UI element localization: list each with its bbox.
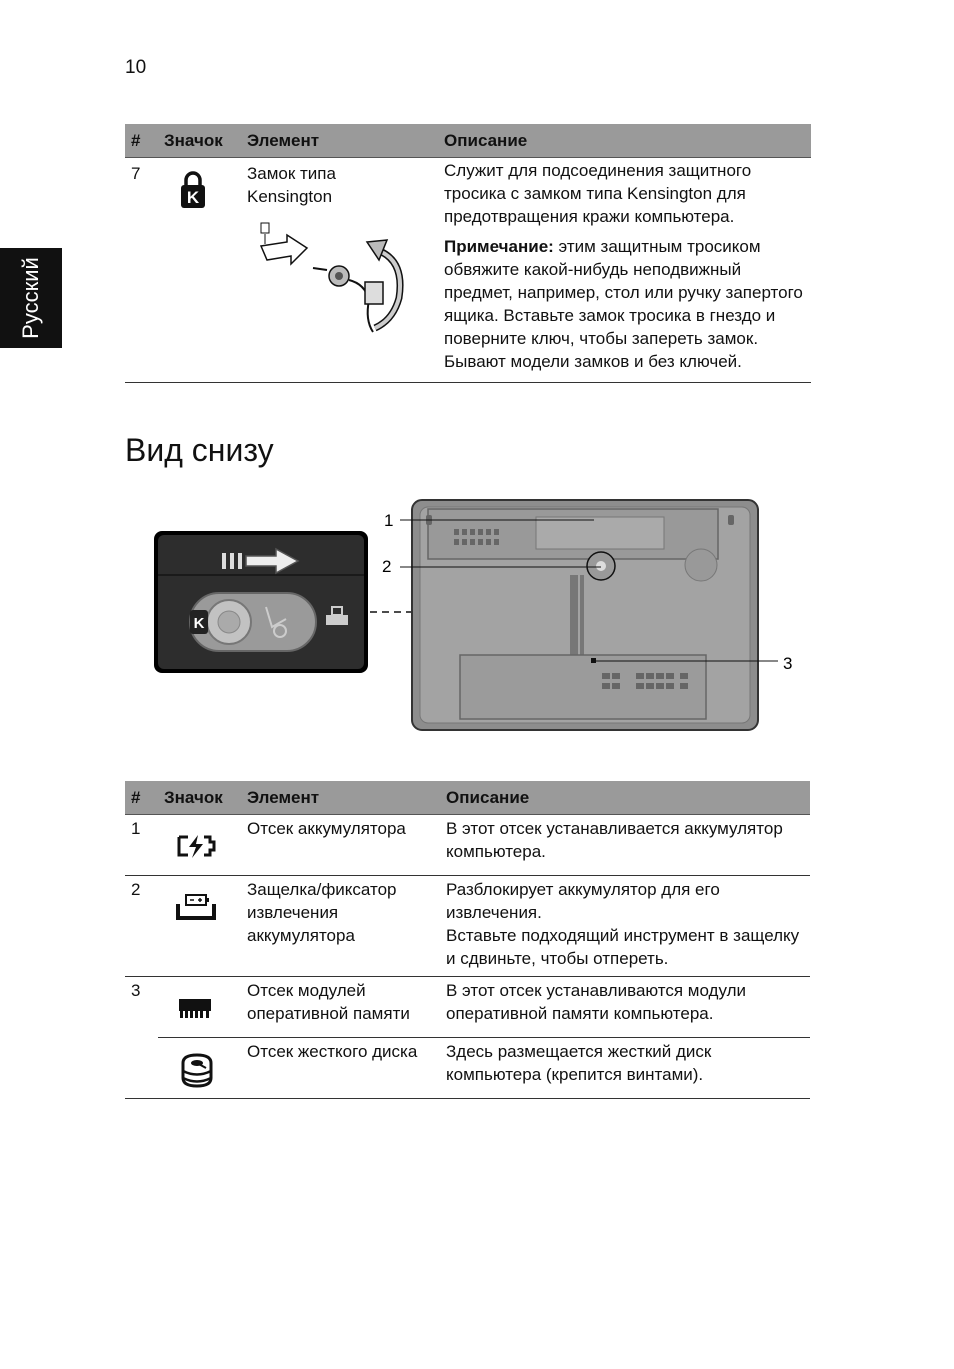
callout-3: 3 <box>783 654 793 673</box>
row-element: Отсек аккумулятора <box>241 815 440 876</box>
header-element: Элемент <box>241 124 438 158</box>
row-num: 1 <box>125 815 158 876</box>
row-description: Разблокирует аккумулятор для его извлечения. <box>446 880 720 922</box>
memory-icon <box>178 997 212 1021</box>
table-row <box>125 977 810 1038</box>
callout-1: 1 <box>384 511 394 530</box>
row-description: Служит для подсоединения защитного тросика с замком типа Kensington для предотвращения кражи компьютера. <box>444 161 752 226</box>
kensington-lock-icon <box>178 170 208 210</box>
row-note <box>444 235 807 373</box>
header-num: # <box>125 781 158 815</box>
row-num <box>125 1038 158 1099</box>
header-icon: Значок <box>158 781 241 815</box>
row-description: Здесь размещается жесткий диск компьютера (крепится винтами). <box>440 1038 810 1099</box>
row-element: Замок типа Kensington <box>247 164 336 206</box>
row-element: Отсек жесткого диска <box>241 1038 440 1099</box>
row-element: Защелка/фиксатор извлечения аккумулятора <box>241 876 440 977</box>
note-text: этим защитным тросиком обвяжите какой-нибудь неподвижный предмет, например, стол или ручку запертого ящика. Вставьте замок тросика в гнездо и поверните ключ, чтобы запереть замок. Бывают модели замков и без ключей. <box>444 237 803 371</box>
header-num: # <box>125 124 158 158</box>
row-element: Отсек модулей оперативной памяти <box>241 977 440 1038</box>
row-num: 3 <box>131 981 141 1000</box>
kensington-table <box>125 124 811 383</box>
page-number: 10 <box>125 57 147 78</box>
section-title: Вид снизу <box>125 432 274 468</box>
table-row <box>125 876 810 977</box>
header-description: Описание <box>440 781 810 815</box>
table-row <box>125 1038 810 1099</box>
row-description: В этот отсек устанавливается аккумулятор компьютера. <box>440 815 810 876</box>
side-tab-label: Русский <box>18 257 43 339</box>
table-header-row <box>125 124 811 158</box>
callout-2: 2 <box>382 557 392 576</box>
note-label: Примечание: <box>444 237 554 256</box>
bottom-view-table <box>125 781 810 1099</box>
battery-icon <box>176 833 216 859</box>
svg-text:K: K <box>193 615 205 632</box>
battery-release-icon <box>175 892 217 922</box>
bottom-view-figure <box>150 495 810 740</box>
language-side-tab <box>0 248 62 348</box>
header-icon: Значок <box>158 124 241 158</box>
kensington-cable-illustration <box>247 220 407 345</box>
hard-disk-icon <box>180 1052 214 1088</box>
table-header-row <box>125 781 810 815</box>
row-num: 2 <box>125 876 158 977</box>
header-description: Описание <box>438 124 811 158</box>
row-num: 7 <box>125 158 158 383</box>
header-element: Элемент <box>241 781 440 815</box>
row-description: В этот отсек устанавливаются модули оперативной памяти компьютера. <box>440 977 810 1038</box>
row-description-2: Вставьте подходящий инструмент в защелку и сдвиньте, чтобы отпереть. <box>446 926 800 968</box>
table-row <box>125 158 811 383</box>
svg-text:K: K <box>186 188 200 207</box>
table-row <box>125 815 810 876</box>
